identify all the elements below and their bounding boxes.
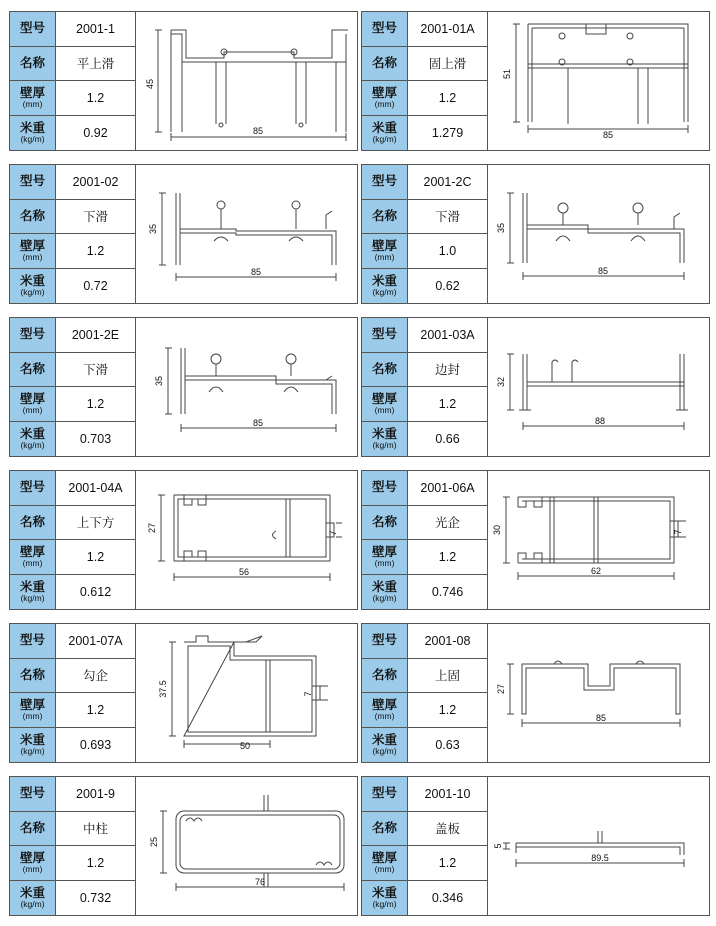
profile-shape	[516, 831, 684, 855]
height-dimension: 35	[148, 223, 158, 235]
wall-label: 壁厚	[371, 85, 397, 100]
wall-unit: (mm)	[374, 251, 395, 262]
width-dimension: 85	[595, 713, 607, 723]
wall-unit: (mm)	[22, 404, 43, 415]
weight-row	[10, 575, 135, 610]
name-label: 名称	[371, 514, 397, 529]
weight-label: 米重	[19, 579, 45, 594]
model-row	[10, 318, 135, 353]
height-dimension: 35	[154, 375, 164, 387]
wall-row	[10, 693, 135, 728]
wall-row	[10, 234, 135, 269]
profile-drawing	[488, 777, 709, 915]
spec-table	[10, 318, 136, 456]
name-label: 名称	[19, 361, 45, 376]
width-dimension: 85	[252, 126, 264, 136]
dimension-lines	[165, 348, 336, 432]
weight-row	[362, 881, 487, 916]
model-label: 型号	[371, 480, 397, 495]
weight-value: 0.693	[79, 737, 112, 752]
weight-unit: (kg/m)	[20, 592, 45, 603]
wall-unit: (mm)	[374, 710, 395, 721]
profile-card	[361, 11, 710, 151]
wall-unit: (mm)	[22, 557, 43, 568]
weight-unit: (kg/m)	[20, 745, 45, 756]
spec-table	[10, 471, 136, 609]
spec-table	[362, 471, 488, 609]
model-value: 2001-02	[72, 174, 119, 189]
model-label: 型号	[19, 633, 45, 648]
wall-unit: (mm)	[22, 710, 43, 721]
name-value: 固上滑	[428, 57, 467, 72]
profile-drawing	[488, 471, 709, 609]
model-label: 型号	[371, 174, 397, 189]
wall-unit: (mm)	[374, 863, 395, 874]
weight-unit: (kg/m)	[372, 745, 397, 756]
wall-row	[10, 540, 135, 575]
model-row	[362, 12, 487, 47]
height-dimension: 25	[149, 836, 159, 848]
model-label: 型号	[19, 786, 45, 801]
profile-card	[361, 470, 710, 610]
weight-value: 0.612	[79, 584, 112, 599]
dimension-lines	[507, 664, 680, 727]
wall-label: 壁厚	[371, 697, 397, 712]
width-dimension: 85	[597, 266, 609, 276]
weight-unit: (kg/m)	[372, 592, 397, 603]
weight-label: 米重	[19, 273, 45, 288]
model-value: 2001-10	[424, 786, 471, 801]
spec-table	[10, 624, 136, 762]
dimension-lines	[158, 495, 342, 581]
width-dimension: 88	[594, 416, 606, 426]
weight-unit: (kg/m)	[372, 133, 397, 144]
wall-row	[362, 846, 487, 881]
weight-value: 0.66	[435, 431, 460, 446]
name-value: 下滑	[434, 210, 460, 225]
profile-card	[9, 776, 358, 916]
name-label: 名称	[19, 208, 45, 223]
wall-value: 1.2	[86, 702, 105, 717]
model-row	[10, 777, 135, 812]
width-dimension: 76	[254, 877, 266, 887]
spec-table	[362, 318, 488, 456]
width-dimension: 85	[250, 267, 262, 277]
profile-drawing	[136, 777, 357, 915]
profile-shape	[518, 497, 678, 563]
spec-table	[10, 12, 136, 150]
weight-label: 米重	[371, 579, 397, 594]
weight-value: 1.279	[431, 125, 464, 140]
dimension-lines	[159, 193, 336, 281]
weight-label: 米重	[371, 120, 397, 135]
name-row	[10, 506, 135, 541]
name-row	[10, 200, 135, 235]
wall-value: 1.2	[438, 702, 457, 717]
profile-shape	[176, 795, 344, 887]
height-dimension: 51	[502, 68, 512, 80]
weight-label: 米重	[371, 885, 397, 900]
model-row	[362, 471, 487, 506]
weight-label: 米重	[19, 732, 45, 747]
wall-label: 壁厚	[19, 238, 45, 253]
profile-drawing	[488, 12, 709, 150]
name-row	[10, 659, 135, 694]
wall-label: 壁厚	[19, 850, 45, 865]
model-value: 2001-04A	[68, 480, 123, 495]
model-label: 型号	[371, 21, 397, 36]
wall-value: 1.2	[438, 855, 457, 870]
wall-unit: (mm)	[22, 251, 43, 262]
model-row	[362, 624, 487, 659]
weight-value: 0.746	[431, 584, 464, 599]
wall-value: 1.2	[86, 855, 105, 870]
name-row	[362, 659, 487, 694]
weight-label: 米重	[19, 885, 45, 900]
weight-row	[10, 116, 135, 151]
weight-unit: (kg/m)	[20, 286, 45, 297]
wall-value: 1.2	[86, 90, 105, 105]
profile-drawing	[136, 165, 357, 303]
slot-dimension: 7	[303, 691, 313, 697]
weight-value: 0.62	[435, 278, 460, 293]
weight-row	[362, 422, 487, 457]
wall-label: 壁厚	[19, 85, 45, 100]
model-row	[10, 165, 135, 200]
weight-label: 米重	[371, 273, 397, 288]
slot-dimension: 7	[328, 530, 338, 536]
model-value: 2001-2C	[423, 174, 472, 189]
weight-unit: (kg/m)	[20, 133, 45, 144]
profile-shape	[184, 636, 320, 736]
model-value: 2001-08	[424, 633, 471, 648]
profile-drawing	[488, 624, 709, 762]
wall-value: 1.0	[438, 243, 457, 258]
profile-card	[9, 623, 358, 763]
wall-label: 壁厚	[371, 850, 397, 865]
profile-shape	[528, 24, 688, 124]
profile-card	[361, 164, 710, 304]
profile-card	[9, 470, 358, 610]
wall-value: 1.2	[86, 549, 105, 564]
name-label: 名称	[371, 208, 397, 223]
profile-shape	[174, 495, 334, 561]
wall-value: 1.2	[438, 549, 457, 564]
height-dimension: 30	[492, 524, 502, 536]
wall-unit: (mm)	[374, 98, 395, 109]
wall-row	[362, 540, 487, 575]
profile-drawing	[488, 318, 709, 456]
height-dimension: 32	[496, 376, 506, 388]
name-row	[362, 353, 487, 388]
wall-label: 壁厚	[19, 544, 45, 559]
weight-unit: (kg/m)	[20, 439, 45, 450]
wall-label: 壁厚	[371, 238, 397, 253]
name-label: 名称	[371, 361, 397, 376]
profile-card	[361, 623, 710, 763]
wall-label: 壁厚	[19, 391, 45, 406]
name-label: 名称	[19, 820, 45, 835]
weight-value: 0.72	[83, 278, 108, 293]
name-label: 名称	[371, 667, 397, 682]
name-label: 名称	[19, 667, 45, 682]
dimension-lines	[513, 24, 688, 133]
weight-value: 0.92	[83, 125, 108, 140]
wall-label: 壁厚	[19, 697, 45, 712]
name-row	[10, 812, 135, 847]
wall-value: 1.2	[86, 396, 105, 411]
height-dimension: 27	[147, 522, 157, 534]
slot-dimension: 7	[673, 529, 683, 535]
weight-label: 米重	[371, 426, 397, 441]
weight-row	[362, 269, 487, 304]
name-value: 中柱	[82, 822, 108, 837]
model-label: 型号	[371, 327, 397, 342]
width-dimension: 50	[239, 741, 251, 751]
weight-value: 0.703	[79, 431, 112, 446]
wall-row	[362, 693, 487, 728]
name-label: 名称	[19, 55, 45, 70]
model-value: 2001-07A	[68, 633, 123, 648]
weight-label: 米重	[19, 120, 45, 135]
model-value: 2001-01A	[420, 21, 475, 36]
profile-shape	[522, 661, 680, 714]
wall-value: 1.2	[438, 90, 457, 105]
wall-row	[362, 81, 487, 116]
wall-unit: (mm)	[374, 557, 395, 568]
model-row	[362, 318, 487, 353]
width-dimension: 85	[252, 418, 264, 428]
spec-table	[362, 165, 488, 303]
wall-unit: (mm)	[22, 98, 43, 109]
name-value: 边封	[434, 363, 460, 378]
weight-unit: (kg/m)	[372, 439, 397, 450]
dimension-lines	[155, 30, 346, 141]
height-dimension: 45	[145, 78, 155, 90]
profile-drawing	[136, 318, 357, 456]
height-dimension: 5	[493, 843, 503, 849]
model-label: 型号	[19, 480, 45, 495]
spec-table	[362, 777, 488, 915]
spec-table	[362, 624, 488, 762]
name-label: 名称	[19, 514, 45, 529]
model-row	[10, 12, 135, 47]
spec-table	[10, 777, 136, 915]
weight-unit: (kg/m)	[20, 898, 45, 909]
profile-card	[361, 317, 710, 457]
model-label: 型号	[19, 327, 45, 342]
height-dimension: 37.5	[158, 680, 168, 698]
name-value: 下滑	[82, 210, 108, 225]
profile-shape	[171, 30, 348, 132]
profile-shape	[181, 348, 336, 414]
wall-row	[10, 81, 135, 116]
width-dimension: 85	[602, 130, 614, 140]
model-value: 2001-2E	[71, 327, 120, 342]
model-label: 型号	[19, 174, 45, 189]
weight-row	[362, 575, 487, 610]
profile-shape	[176, 193, 336, 265]
weight-row	[10, 728, 135, 763]
weight-row	[10, 881, 135, 916]
name-row	[362, 200, 487, 235]
model-value: 2001-9	[76, 786, 115, 801]
model-value: 2001-03A	[420, 327, 475, 342]
model-label: 型号	[371, 633, 397, 648]
dimension-lines	[160, 811, 344, 891]
profile-shape	[523, 193, 684, 263]
model-row	[362, 165, 487, 200]
model-row	[10, 624, 135, 659]
name-row	[362, 812, 487, 847]
model-value: 2001-06A	[420, 480, 475, 495]
model-label: 型号	[371, 786, 397, 801]
weight-label: 米重	[19, 426, 45, 441]
weight-label: 米重	[371, 732, 397, 747]
model-label: 型号	[19, 21, 45, 36]
profile-drawing	[136, 624, 357, 762]
width-dimension: 56	[238, 567, 250, 577]
width-dimension: 62	[590, 566, 602, 576]
weight-value: 0.63	[435, 737, 460, 752]
width-dimension: 89.5	[591, 853, 609, 863]
name-value: 盖板	[434, 822, 460, 837]
weight-row	[10, 269, 135, 304]
wall-row	[362, 387, 487, 422]
dimension-lines	[507, 193, 684, 280]
name-value: 上固	[434, 669, 460, 684]
name-row	[10, 353, 135, 388]
weight-row	[10, 422, 135, 457]
weight-row	[362, 728, 487, 763]
height-dimension: 35	[496, 222, 506, 234]
name-value: 光企	[434, 516, 460, 531]
wall-value: 1.2	[86, 243, 105, 258]
spec-table	[362, 12, 488, 150]
wall-row	[10, 387, 135, 422]
name-value: 平上滑	[76, 57, 115, 72]
profile-drawing	[136, 471, 357, 609]
wall-label: 壁厚	[371, 544, 397, 559]
name-value: 下滑	[82, 363, 108, 378]
profile-card	[361, 776, 710, 916]
wall-row	[362, 234, 487, 269]
weight-unit: (kg/m)	[372, 898, 397, 909]
name-row	[362, 506, 487, 541]
wall-label: 壁厚	[371, 391, 397, 406]
weight-value: 0.732	[79, 890, 112, 905]
profile-drawing	[136, 12, 357, 150]
weight-row	[362, 116, 487, 151]
model-value: 2001-1	[76, 21, 115, 36]
weight-unit: (kg/m)	[372, 286, 397, 297]
model-row	[362, 777, 487, 812]
profile-shape	[519, 354, 688, 410]
name-value: 勾企	[82, 669, 108, 684]
name-row	[10, 47, 135, 82]
name-value: 上下方	[76, 516, 115, 531]
wall-unit: (mm)	[374, 404, 395, 415]
wall-unit: (mm)	[22, 863, 43, 874]
height-dimension: 27	[496, 683, 506, 695]
profile-drawing	[488, 165, 709, 303]
wall-row	[10, 846, 135, 881]
spec-table	[10, 165, 136, 303]
model-row	[10, 471, 135, 506]
profile-card	[9, 11, 358, 151]
name-row	[362, 47, 487, 82]
profile-card	[9, 317, 358, 457]
profile-card	[9, 164, 358, 304]
name-label: 名称	[371, 820, 397, 835]
name-label: 名称	[371, 55, 397, 70]
wall-value: 1.2	[438, 396, 457, 411]
weight-value: 0.346	[431, 890, 464, 905]
